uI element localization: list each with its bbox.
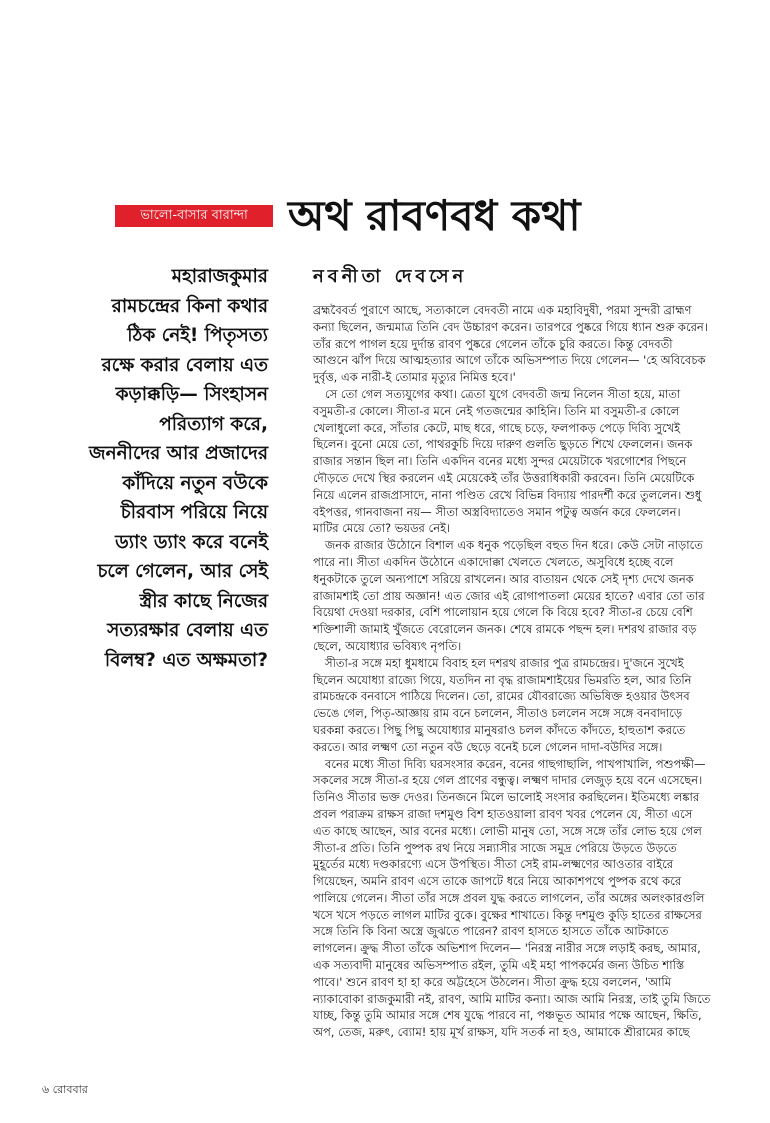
body-line: পাবে।' শুনে রাবণ হা হা করে অট্টহেসে উঠলেন। সীতা ক্রুদ্ধ হয়ে বললেন, 'আমি	[313, 974, 672, 989]
body-line: এত কাছে আছেন, আর বনের মধ্যে। লোভী মানুষ তো, সঙ্গে সঙ্গে তাঁর লোভ হয়ে গেল	[313, 823, 702, 838]
column-kicker: ভালো-বাসার বারান্দা	[115, 205, 273, 227]
article-title: অথ রাবণবধ কথা	[288, 191, 581, 240]
body-line: কন্যা ছিলেন, জন্মমাত্র তিনি বেদ উচ্চারণ করেন। তারপরে পুষ্করে গিয়ে ধ্যান শুরু করেন।	[313, 319, 708, 334]
body-line: ছিলেন অযোধ্যা রাজ্যে গিয়ে, যতদিন না বৃদ্ধ রাজামশাইয়ের ভিমরতি হল, আর তিনি	[313, 672, 692, 687]
body-line: অপ, তেজ, মরুৎ, ব্যোম! হায় মূর্খ রাক্ষস, যদি সতর্ক না হও, আমাকে শ্রীরামের কাছে	[313, 1025, 690, 1040]
body-line: তাঁর রূপে পাগল হয়ে দুর্দান্ত রাবণ পুষ্করে গেলেন তাঁকে চুরি করতে। কিন্তু বেদবতী	[313, 336, 673, 351]
pull-quote	[42, 262, 268, 675]
body-line: সে তো গেল সত্যযুগের কথা। ত্রেতা যুগে বেদবতী জন্ম নিলেন সীতা হয়ে, মাতা	[325, 386, 681, 401]
body-line: মাটির মেয়ে তো? ভয়ডর নেই।	[313, 521, 451, 536]
body-line: খসে খসে পড়তে লাগল মাটির বুকে। বুক্ষের শাখাতে। কিন্তু দশমুণ্ড কুড়ি হাতের রাক্ষসের	[313, 907, 702, 922]
pull-quote-line: ঠিক নেই! পিতৃসত্য	[127, 325, 268, 346]
body-line: ছিলেন। বুনো মেয়ে তো, পাথরকুচি দিয়ে দারুণ গুলতি ছুড়তে শিখে ফেললেন। জনক	[313, 437, 693, 452]
body-line: ব্রহ্মবৈবর্ত পুরাণে আছে, সত্যকালে বেদবতী নামে এক মহাবিদুষী, পরমা সুন্দরী ব্রাহ্মণ	[313, 303, 692, 317]
body-line: সীতা-র সঙ্গে মহা ধুমধামে বিবাহ হল দশরথ রাজার পুত্র রামচন্দ্রের। দু'জনে সুখেই	[325, 655, 684, 670]
body-line: ঘরকন্না করতে। পিছু পিছু অযোধ্যার মানুষরাও চলল কাঁদতে কাঁদতে, হাহুতাশ করতে	[313, 722, 686, 737]
body-line: ধনুকটাকে তুলে অন্যপাশে সরিয়ে রাখলেন। আর বাতায়ন থেকে সেই দৃশ্য দেখে জনক	[313, 571, 694, 586]
page-footer: ৬ রোববার	[42, 1083, 88, 1096]
pull-quote-line: চীরবাস পরিয়ে নিয়ে	[120, 502, 268, 523]
author-byline: নবনীতা দেবসেন	[313, 266, 468, 287]
body-line: রাজার সন্তান ছিল না। তিনি একদিন বনের মধ্যে সুন্দর মেয়েটাকে খরগোশের পিছনে	[313, 454, 687, 469]
body-line: ছেলে, অযোধ্যার ভবিষ্যৎ নৃপতি।	[313, 638, 462, 653]
pull-quote-line: স্ত্রীর কাছে নিজের	[139, 590, 268, 612]
body-line: সঙ্গে তিনি কি বিনা অস্ত্রে জুঝতে পারেন? রাবণ হাসতে হাসতে তাঁকে আটকাতে	[313, 924, 669, 939]
body-line: বইপত্তর, গানবাজনা নয়— সীতা অস্ত্রবিদ্যাতেও সমান পটুত্ব অর্জন করে ফেললেন।	[313, 504, 681, 519]
article-body	[313, 302, 733, 1041]
pull-quote-line: কাঁদিয়ে নতুন বউকে	[122, 472, 268, 494]
body-line: পারে না। সীতা একদিন উঠোনে একাদোক্কা খেলতে খেলতে, অসুবিধে হচ্ছে বলে	[313, 554, 674, 569]
body-line: পালিয়ে গেলেন। সীতা তাঁর সঙ্গে প্রবল যুদ্ধ করতে লাগলেন, তাঁর অঙ্গের অলংকারগুলি	[313, 890, 705, 905]
body-line: লাগলেন। ক্রুদ্ধ সীতা তাঁকে অভিশাপ দিলেন— 'নিরস্ত্র নারীর সঙ্গে লড়াই করছ, আমার,	[313, 941, 701, 956]
body-line: এক সত্যবাদী মানুষের অভিসম্পাত রইল, তুমি এই মহা পাপকর্মের জন্য উচিত শাস্তি	[313, 958, 685, 973]
body-line: আগুনে ঝাঁপ দিয়ে আত্মহত্যার আগে তাঁকে অভিসম্পাত দিয়ে গেলেন— 'হে অবিবেচক	[313, 353, 706, 368]
body-line: বসুমতী-র কোলে। সীতা-র মনে নেই গতজন্মের কাহিনি। তিনি মা বসুমতী-র কোলে	[313, 403, 680, 418]
pull-quote-line: বিলম্ব? এত অক্ষমতা?	[104, 649, 268, 671]
body-line: গিয়েছেন, অমনি রাবণ এসে তাকে জাপটে ধরে নিয়ে আকাশপথে পুষ্পক রথে করে	[313, 874, 682, 889]
body-line: বনের মধ্যে সীতা দিব্যি ঘরসংসার করেন, বনের গাছগাছালি, পাখপাখালি, পশুপক্ষী—	[325, 756, 706, 771]
body-line: সীতা-র প্রতি। তিনি পুষ্পক রথ নিয়ে সন্ন্যাসীর সাজে সমুদ্র পেরিয়ে উড়তে উড়তে	[313, 840, 677, 855]
pull-quote-line: রামচন্দ্রের কিনা কথার	[111, 295, 268, 317]
body-line: জনক রাজার উঠোনে বিশাল এক ধনুক পড়েছিল বহুত দিন ধরে। কেউ সেটা নাড়াতে	[325, 538, 703, 553]
body-line: সকলের সঙ্গে সীতা-র হয়ে গেল প্রাণের বন্ধুত্ব। লক্ষ্মণ দাদার লেজুড় হয়ে বনে এসেছেন।	[313, 773, 703, 788]
body-line: প্রবল পরাক্রম রাক্ষস রাজা দশমুণ্ড বিশ হাতওয়ালা রাবণ খবর পেলেন যে, সীতা এসে	[313, 806, 693, 821]
pull-quote-line: ড্যাং ড্যাং করে বনেই	[115, 531, 268, 553]
body-line: দৌড়তে দেখে স্থির করলেন এই মেয়েকেই তাঁর উত্তরাধিকারী করবেন। তিনি মেয়েটিকে	[313, 470, 695, 485]
body-line: মুহূর্তের মধ্যে দণ্ডকারণ্যে এসে উপস্থিত। সীতা সেই রাম-লক্ষ্মণের আওতার বাইরে	[313, 857, 674, 872]
pull-quote-line: পরিত্যাগ করে,	[159, 413, 268, 435]
body-line: তিনিও সীতার ভক্ত দেওর। তিনজনে মিলে ভালোই সংসার করছিলেন। ইতিমধ্যে লঙ্কার	[313, 790, 700, 805]
body-line: নিয়ে এলেন রাজপ্রাসাদে, নানা পণ্ডিত রেখে বিভিন্ন বিদ্যায় পারদর্শী করে তুললেন। শুধু	[313, 487, 702, 502]
body-line: বিয়েথা দেওয়া দরকার, বেশি পালোয়ান হয়ে গেলে কি বিয়ে হবে? সীতা-র চেয়ে বেশি	[313, 605, 693, 620]
pull-quote-line: জননীদের আর প্রজাদের	[89, 443, 268, 464]
pull-quote-line: কড়াক্কড়ি— সিংহাসন	[115, 384, 268, 405]
pull-quote-line: চলে গেলেন, আর সেই	[97, 561, 268, 582]
body-line: যাচ্ছ, কিন্তু তুমি আমার সঙ্গে শেষ যুদ্ধে পারবে না, পঞ্চভূত আমার পক্ষে আছেন, ক্ষিতি,	[313, 1008, 702, 1023]
body-line: দুর্বৃত্ত, এক নারী-ই তোমার মৃত্যুর নিমিত্ত হবে।'	[313, 370, 516, 385]
body-line: রাজামশাই তো প্রায় অজ্ঞান! এত জোর এই রোগাপাতলা মেয়ের হাতে? এবার তো তার	[313, 588, 705, 603]
body-line: করতে। আর লক্ষ্মণ তো নতুন বউ ছেড়ে বনেই চলে গেলেন দাদা-বউদির সঙ্গে।	[313, 739, 663, 754]
body-line: শক্তিশালী জামাই খুঁজতে বেরোলেন জনক। শেষে রামকে পছন্দ হল। দশরথ রাজার বড়	[313, 622, 697, 637]
body-line: ভেঙে গেল, পিতৃ-আজ্ঞায় রাম বনে চললেন, সীতাও চললেন সঙ্গে সঙ্গে বনবাদাড়ে	[313, 706, 683, 721]
pull-quote-line: রক্ষে করার বেলায় এত	[101, 354, 268, 376]
body-line: রামচন্দ্রকে বনবাসে পাঠিয়ে দিলেন। তো, রামের যৌবরাজ্যে অভিষিক্ত হওয়ার উৎসব	[313, 689, 690, 704]
body-line: খেলাধুলো করে, সাঁতার কেটে, মাছ ধরে, গাছে চড়ে, ফলপাকড় পেড়ে দিব্যি সুখেই	[313, 420, 681, 435]
pull-quote-line: মহারাজকুমার	[171, 266, 268, 287]
body-line: ন্যাকাবোকা রাজকুমারী নই, রাবণ, আমি মাটির কন্যা। আজ আমি নিরস্ত্র, তাই তুমি জিতে	[313, 991, 711, 1006]
pull-quote-line: সত্যরক্ষার বেলায় এত	[107, 620, 268, 641]
